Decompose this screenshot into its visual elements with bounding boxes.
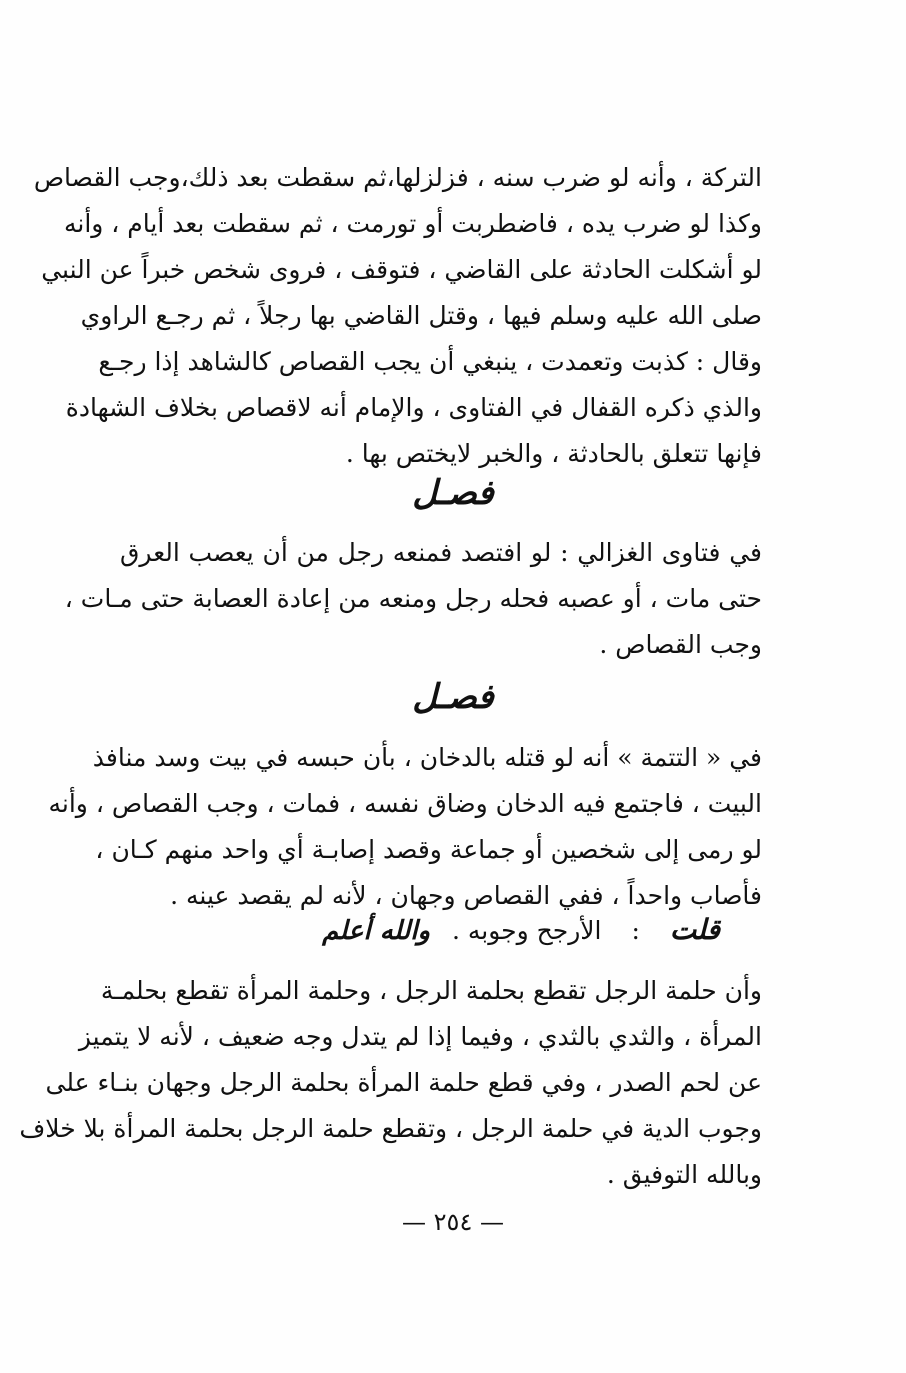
paragraph-1-line-4: صلى الله عليه وسلم فيها ، وقتل القاضي بها رجلاً ، ثم رجـع الراوي bbox=[80, 301, 762, 330]
paragraph-4-line-5: وبالله التوفيق . bbox=[606, 1160, 762, 1189]
paragraph-3-line-1: في « التتمة » أنه لو قتله بالدخان ، بأن حبسه في بيت وسد منافذ bbox=[92, 743, 762, 772]
paragraph-2-line-1: في فتاوى الغزالي : لو افتصد فمنعه رجل من أن يعصب العرق bbox=[120, 538, 762, 567]
paragraph-4-line-2: المرأة ، والثدي بالثدي ، وفيما إذا لم يتدل وجه ضعيف ، لأنه لا يتميز bbox=[78, 1022, 762, 1051]
paragraph-1-line-1: التركة ، وأنه لو ضرب سنه ، فزلزلها،ثم سقطت بعد ذلك،وجب القصاص bbox=[33, 163, 762, 192]
qult-closing: والله أعلم bbox=[322, 916, 431, 946]
paragraph-3 bbox=[48, 735, 762, 919]
paragraph-4 bbox=[19, 968, 762, 1198]
paragraph-3-line-3: لو رمى إلى شخصين أو جماعة وقصد إصابـة أي واحد منهم كـان ، bbox=[95, 835, 762, 864]
paragraph-1 bbox=[33, 155, 762, 477]
paragraph-4-line-1: وأن حلمة الرجل تقطع بحلمة الرجل ، وحلمة المرأة تقطع بحلمـة bbox=[100, 976, 762, 1005]
qult-text: الأرجح وجوبه . bbox=[451, 916, 602, 945]
paragraph-1-line-2: وكذا لو ضرب يده ، فاضطربت أو تورمت ، ثم سقطت بعد أيام ، وأنه bbox=[63, 209, 762, 238]
qult-label: قلت bbox=[669, 913, 720, 946]
section-heading-1: فصـل bbox=[412, 473, 494, 513]
page-number: — ٢٥٤ — bbox=[402, 1208, 504, 1236]
paragraph-1-line-7: فإنها تتعلق بالحادثة ، والخبر لايختص بها . bbox=[345, 439, 762, 468]
paragraph-1-line-6: والذي ذكره القفال في الفتاوى ، والإمام أنه لاقصاص بخلاف الشهادة bbox=[65, 393, 762, 422]
paragraph-2 bbox=[64, 530, 762, 668]
qult-remark bbox=[322, 905, 720, 955]
paragraph-2-line-2: حتى مات ، أو عصبه فحله رجل ومنعه من إعادة العصابة حتى مـات ، bbox=[64, 584, 762, 613]
qult-separator: : bbox=[631, 916, 640, 945]
paragraph-4-line-3: عن لحم الصدر ، وفي قطع حلمة المرأة بحلمة الرجل وجهان بنـاء على bbox=[45, 1068, 762, 1097]
section-heading-2: فصـل bbox=[412, 677, 494, 717]
paragraph-3-line-2: البيت ، فاجتمع فيه الدخان وضاق نفسه ، فمات ، وجب القصاص ، وأنه bbox=[48, 789, 762, 818]
paragraph-1-line-5: وقال : كذبت وتعمدت ، ينبغي أن يجب القصاص كالشاهد إذا رجـع bbox=[98, 347, 762, 376]
paragraph-4-line-4: وجوب الدية في حلمة الرجل ، وتقطع حلمة الرجل بحلمة المرأة بلا خلاف bbox=[19, 1114, 762, 1143]
paragraph-2-line-3: وجب القصاص . bbox=[599, 630, 762, 659]
paragraph-3-line-4: فأصاب واحداً ، ففي القصاص وجهان ، لأنه لم يقصد عينه . bbox=[170, 881, 762, 910]
paragraph-1-line-3: لو أشكلت الحادثة على القاضي ، فتوقف ، فروى شخص خبراً عن النبي bbox=[41, 255, 762, 284]
